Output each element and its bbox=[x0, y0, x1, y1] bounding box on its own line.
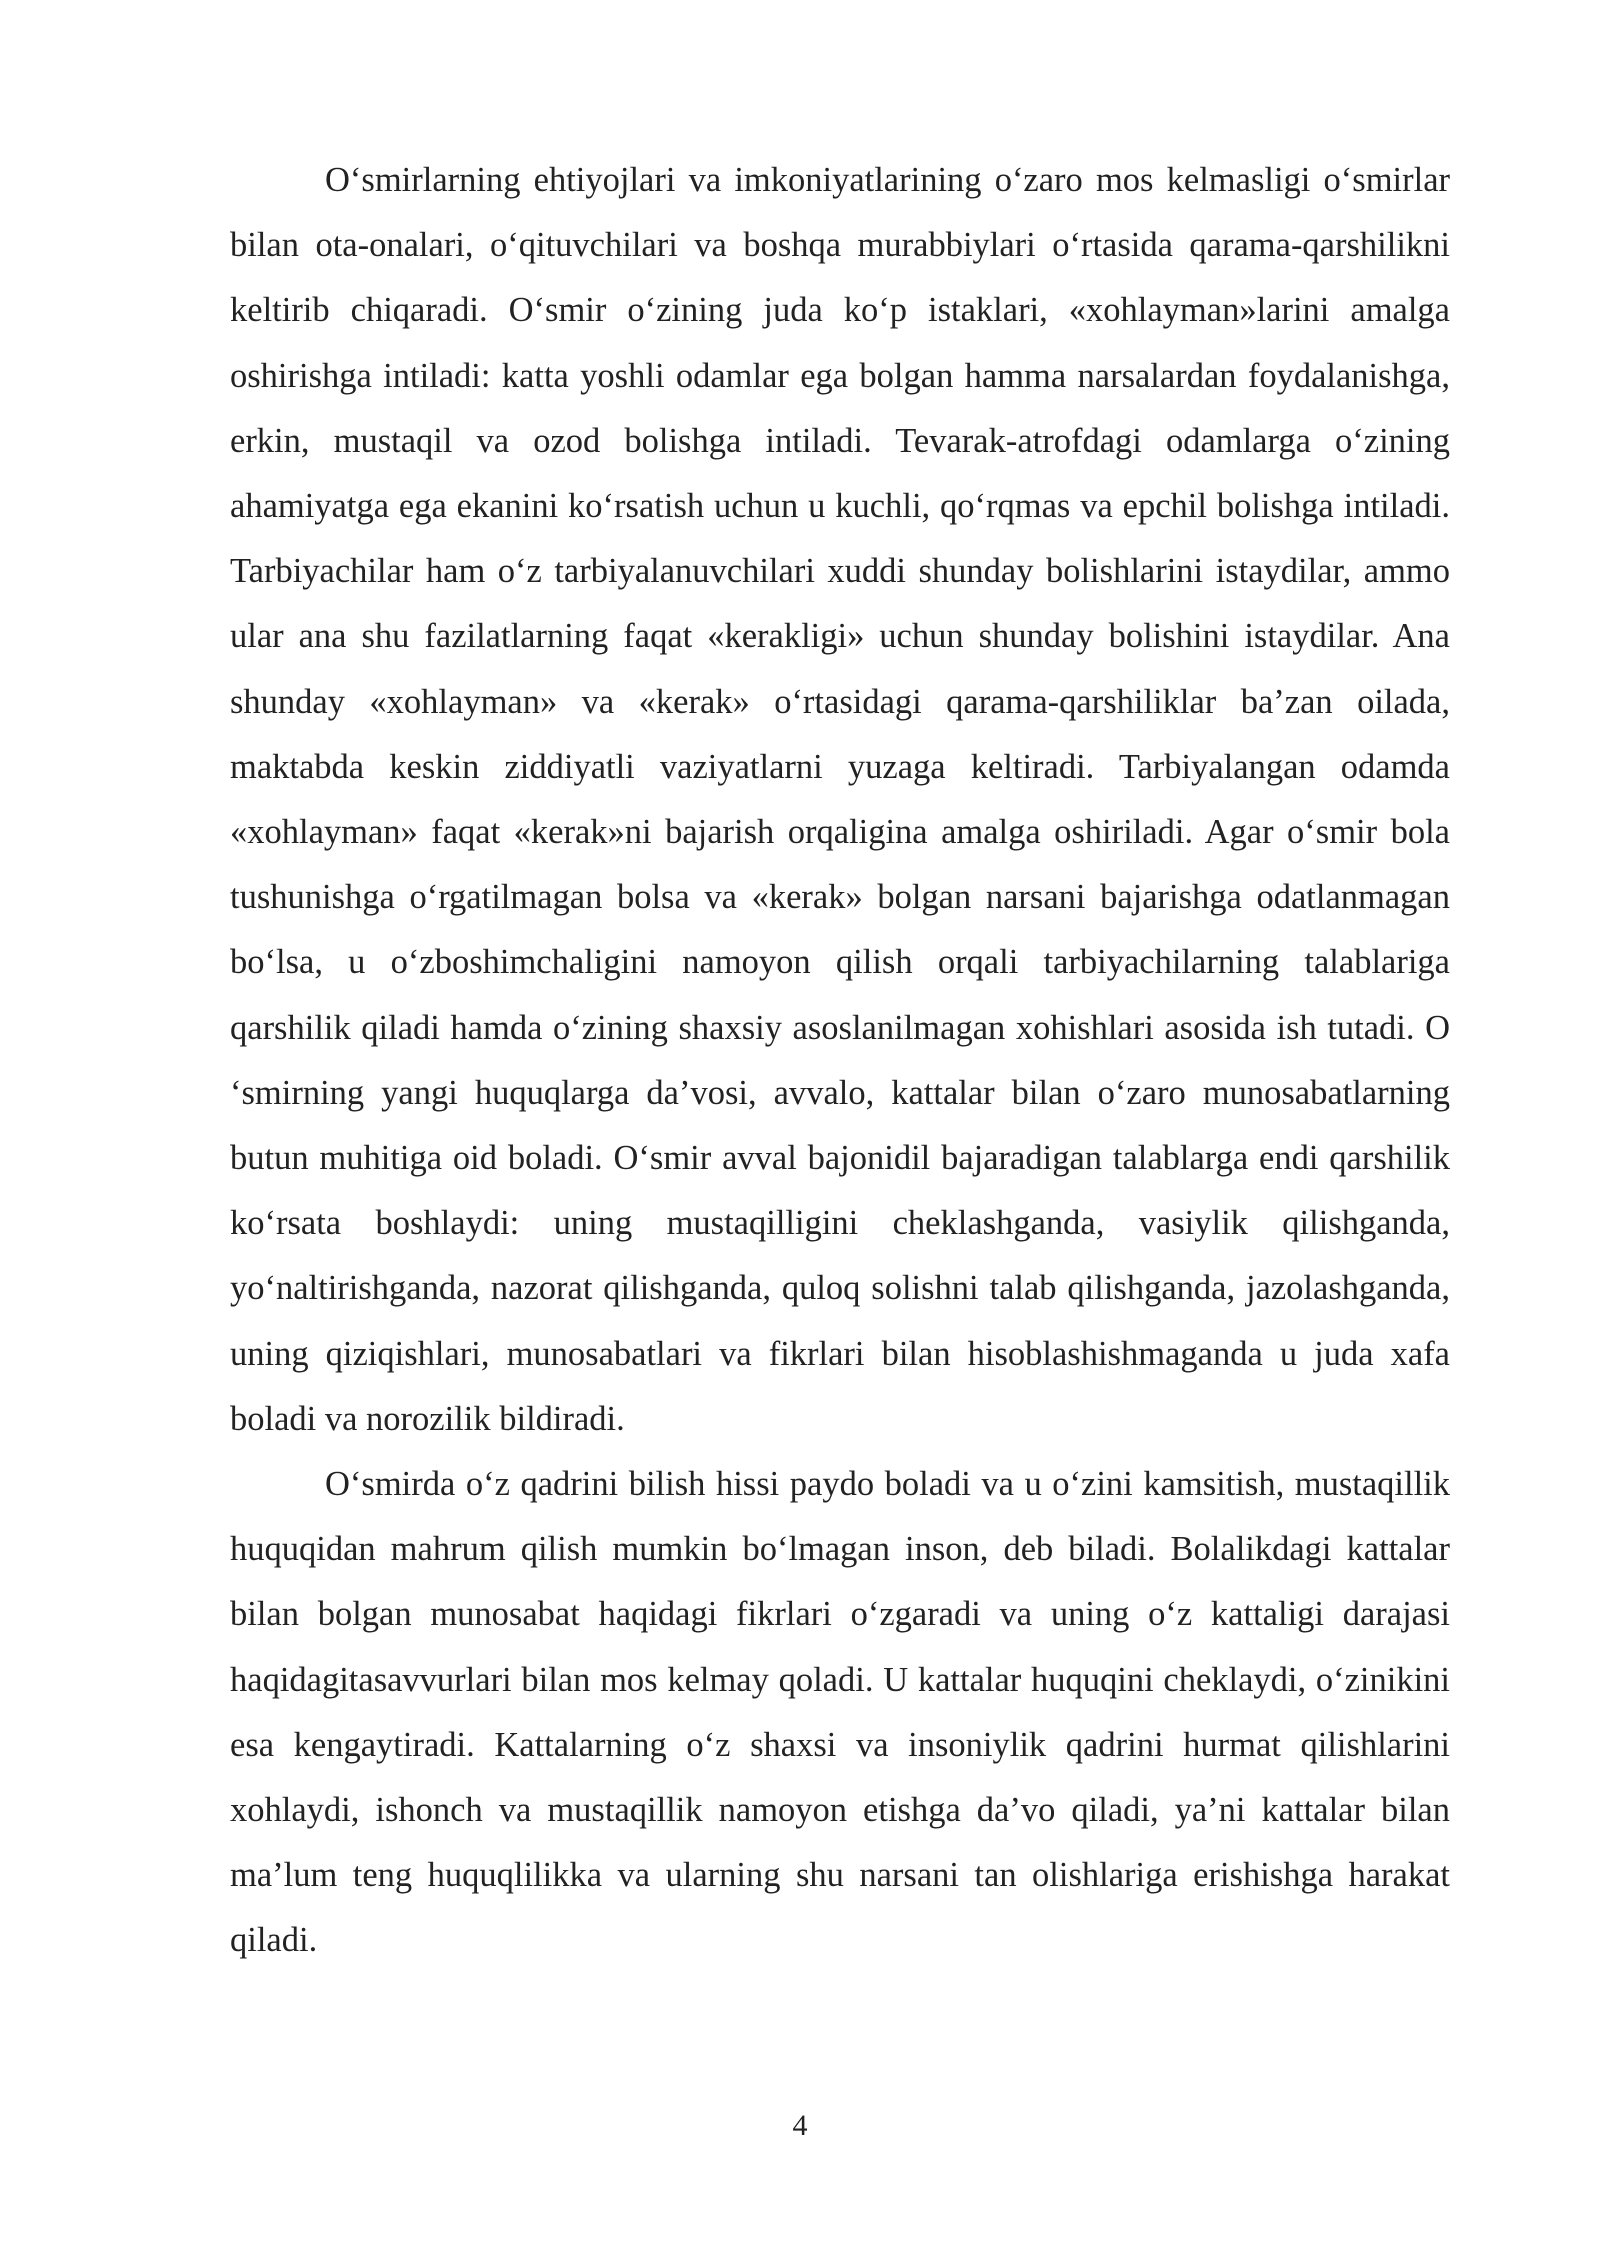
page-number: 4 bbox=[792, 2109, 808, 2142]
paragraph-1: O‘smirlarning ehtiyojlari va imkoniyatlarining o‘zaro mos kelmasligi o‘smirlar bilan ota-onalari, o‘qituvchilari va boshqa murabbiylari o‘rtasida qarama-qarshilikni keltirib chiqaradi. O‘smir o‘zining juda ko‘p istaklari, «xohlayman»larini amalga oshirishga intiladi: katta yoshli odamlar ega bolgan hamma narsalardan foydalanishga, erkin, mustaqil va ozod bolishga intiladi. Tevarak-atrofdagi odamlarga o‘zining ahamiyatga ega ekanini ko‘rsatish uchun u kuchli, qo‘rqmas va epchil bolishga intiladi. Tarbiyachilar ham o‘z tarbiyalanuvchilari xuddi shunday bolishlarini istaydilar, ammo ular ana shu fazilatlarning faqat «kerakligi» uchun shunday bolishini istaydilar. Ana shunday «xohlayman» va «kerak» o‘rtasidagi qarama-qarshiliklar ba’zan oilada, maktabda keskin ziddiyatli vaziyatlarni yuzaga keltiradi. Tarbiyalangan odamda «xohlayman» faqat «kerak»ni bajarish orqaligina amalga oshiriladi. Agar o‘smir bola tushunishga o‘rgatilmagan bolsa va «kerak» bolgan narsani bajarishga odatlanmagan bo‘lsa, u o‘zboshimchaligini namoyon qilish orqali tarbiyachilarning talablariga qarshilik qiladi hamda o‘zining shaxsiy asoslanilmagan xohishlari asosida ish tutadi. O ‘smirning yangi huquqlarga da’vosi, avvalo, kattalar bilan o‘zaro munosabatlarning butun muhitiga oid boladi. O‘smir avval bajonidil bajaradigan talablarga endi qarshilik ko‘rsata boshlaydi: uning mustaqilligini cheklashganda, vasiylik qilishganda, yo‘naltirishganda, nazorat qilishganda, quloq solishni talab qilishganda, jazolashganda, uning qiziqishlari, munosabatlari va fikrlari bilan hisoblashishmaganda u juda xafa boladi va norozilik bildiradi. bbox=[230, 161, 1450, 1438]
paragraph-2: O‘smirda o‘z qadrini bilish hissi paydo boladi va u o‘zini kamsitish, mustaqillik huquqidan mahrum qilish mumkin bo‘lmagan inson, deb biladi. Bolalikdagi kattalar bilan bolgan munosabat haqidagi fikrlari o‘zgaradi va uning o‘z kattaligi darajasi haqidagitasavvurlari bilan mos kelmay qoladi. U kattalar huquqini cheklaydi, o‘zinikini esa kengaytiradi. Kattalarning o‘z shaxsi va insoniylik qadrini hurmat qilishlarini xohlaydi, ishonch va mustaqillik namoyon etishga da’vo qiladi, ya’ni kattalar bilan ma’lum teng huquqlilikka va ularning shu narsani tan olishlariga erishishga harakat qiladi. bbox=[230, 1465, 1450, 1960]
body-text bbox=[230, 148, 1450, 1974]
